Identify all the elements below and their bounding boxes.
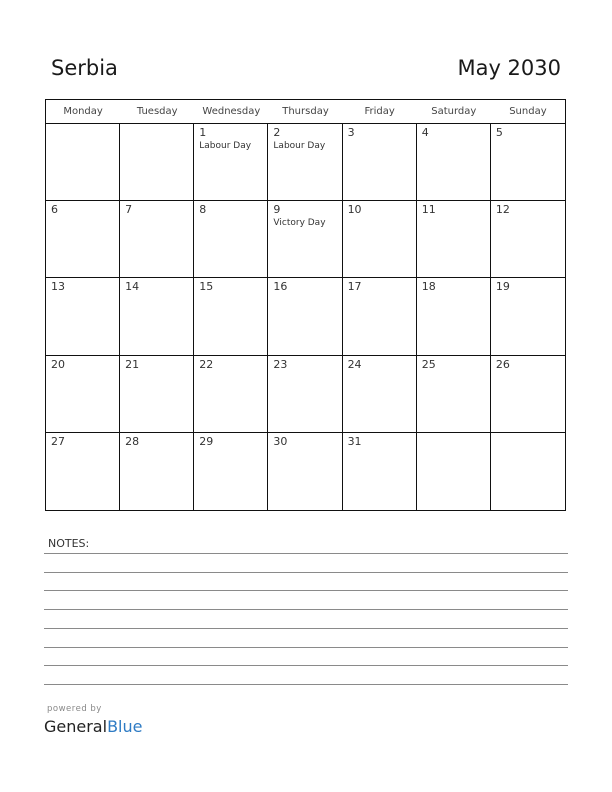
weekday-header-row [46,100,565,124]
day-number: 6 [51,203,58,217]
weekday-sunday: Sunday [509,106,547,117]
day-cell [343,201,417,278]
day-cell [46,356,120,433]
day-cell [491,356,565,433]
day-number: 20 [51,357,65,371]
day-cell [343,124,417,201]
day-number: 2 [273,126,281,139]
day-cell [417,433,491,510]
notes-line [44,553,568,554]
day-number: 27 [51,434,65,448]
day-cell [120,278,194,355]
day-cell [343,433,417,510]
notes-line [44,684,568,685]
day-number: 4 [421,126,429,139]
generalblue-logo [44,717,142,737]
month-year-title: May 2030 [457,56,561,80]
day-cell [491,201,565,278]
day-cell [194,124,268,201]
brand-blue: Blue [107,717,143,736]
day-number: 22 [199,357,214,371]
day-number: 21 [125,357,140,371]
country-title: Serbia [51,56,118,80]
day-cell [120,433,194,510]
day-number: 19 [495,280,510,294]
day-number: 15 [199,280,214,294]
day-cell [194,278,268,355]
day-number: 8 [199,203,207,217]
day-cell [194,433,268,510]
day-cell [120,356,194,433]
day-number: 5 [495,126,503,139]
day-number: 24 [347,357,362,371]
day-cell [417,124,491,201]
day-number: 12 [495,203,510,217]
day-number: 23 [273,357,288,371]
day-cell [194,201,268,278]
day-number: 13 [51,280,65,294]
notes-line [44,609,568,610]
notes-line [44,590,568,591]
day-number: 14 [125,280,140,294]
day-cell [46,278,120,355]
day-cell [343,356,417,433]
day-cell [120,124,194,201]
day-cell [491,433,565,510]
powered-by-text: powered by [47,704,102,714]
day-number: 7 [125,203,133,217]
day-number: 28 [125,434,140,448]
day-cell [120,201,194,278]
day-number: 10 [347,203,362,217]
day-cell [268,201,342,278]
calendar-grid [46,124,565,510]
day-cell [194,356,268,433]
weekday-wednesday: Wednesday [202,106,261,117]
weekday-saturday: Saturday [431,106,477,117]
day-number: 1 [199,126,207,139]
weekday-monday: Monday [63,106,103,117]
day-cell [417,356,491,433]
day-cell [417,278,491,355]
day-number: 18 [421,280,436,294]
day-cell [268,124,342,201]
day-cell [268,356,342,433]
day-cell [46,433,120,510]
day-number: 31 [347,434,362,448]
day-cell [46,124,120,201]
day-number: 16 [273,280,288,294]
day-number: 9 [273,203,281,217]
weekday-tuesday: Tuesday [136,106,178,117]
day-number: 25 [421,357,436,371]
calendar-table [45,99,566,511]
brand-general: General [44,717,108,736]
notes-line [44,647,568,648]
day-number: 17 [347,280,362,294]
day-number: 26 [495,357,510,371]
notes-line [44,572,568,573]
notes-label: NOTES: [48,537,90,550]
day-number: 30 [273,434,288,448]
day-cell [417,201,491,278]
day-cell [46,201,120,278]
day-number: 29 [199,434,214,448]
day-cell [343,278,417,355]
notes-line [44,628,568,629]
holiday-label: Labour Day [273,141,326,151]
weekday-thursday: Thursday [282,106,329,117]
notes-line [44,665,568,666]
day-cell [491,278,565,355]
holiday-label: Victory Day [273,218,326,229]
day-cell [268,278,342,355]
holiday-label: Labour Day [199,141,252,151]
weekday-friday: Friday [364,106,395,117]
day-number: 3 [347,126,355,139]
day-cell [268,433,342,510]
day-number: 11 [421,203,436,217]
day-cell [491,124,565,201]
